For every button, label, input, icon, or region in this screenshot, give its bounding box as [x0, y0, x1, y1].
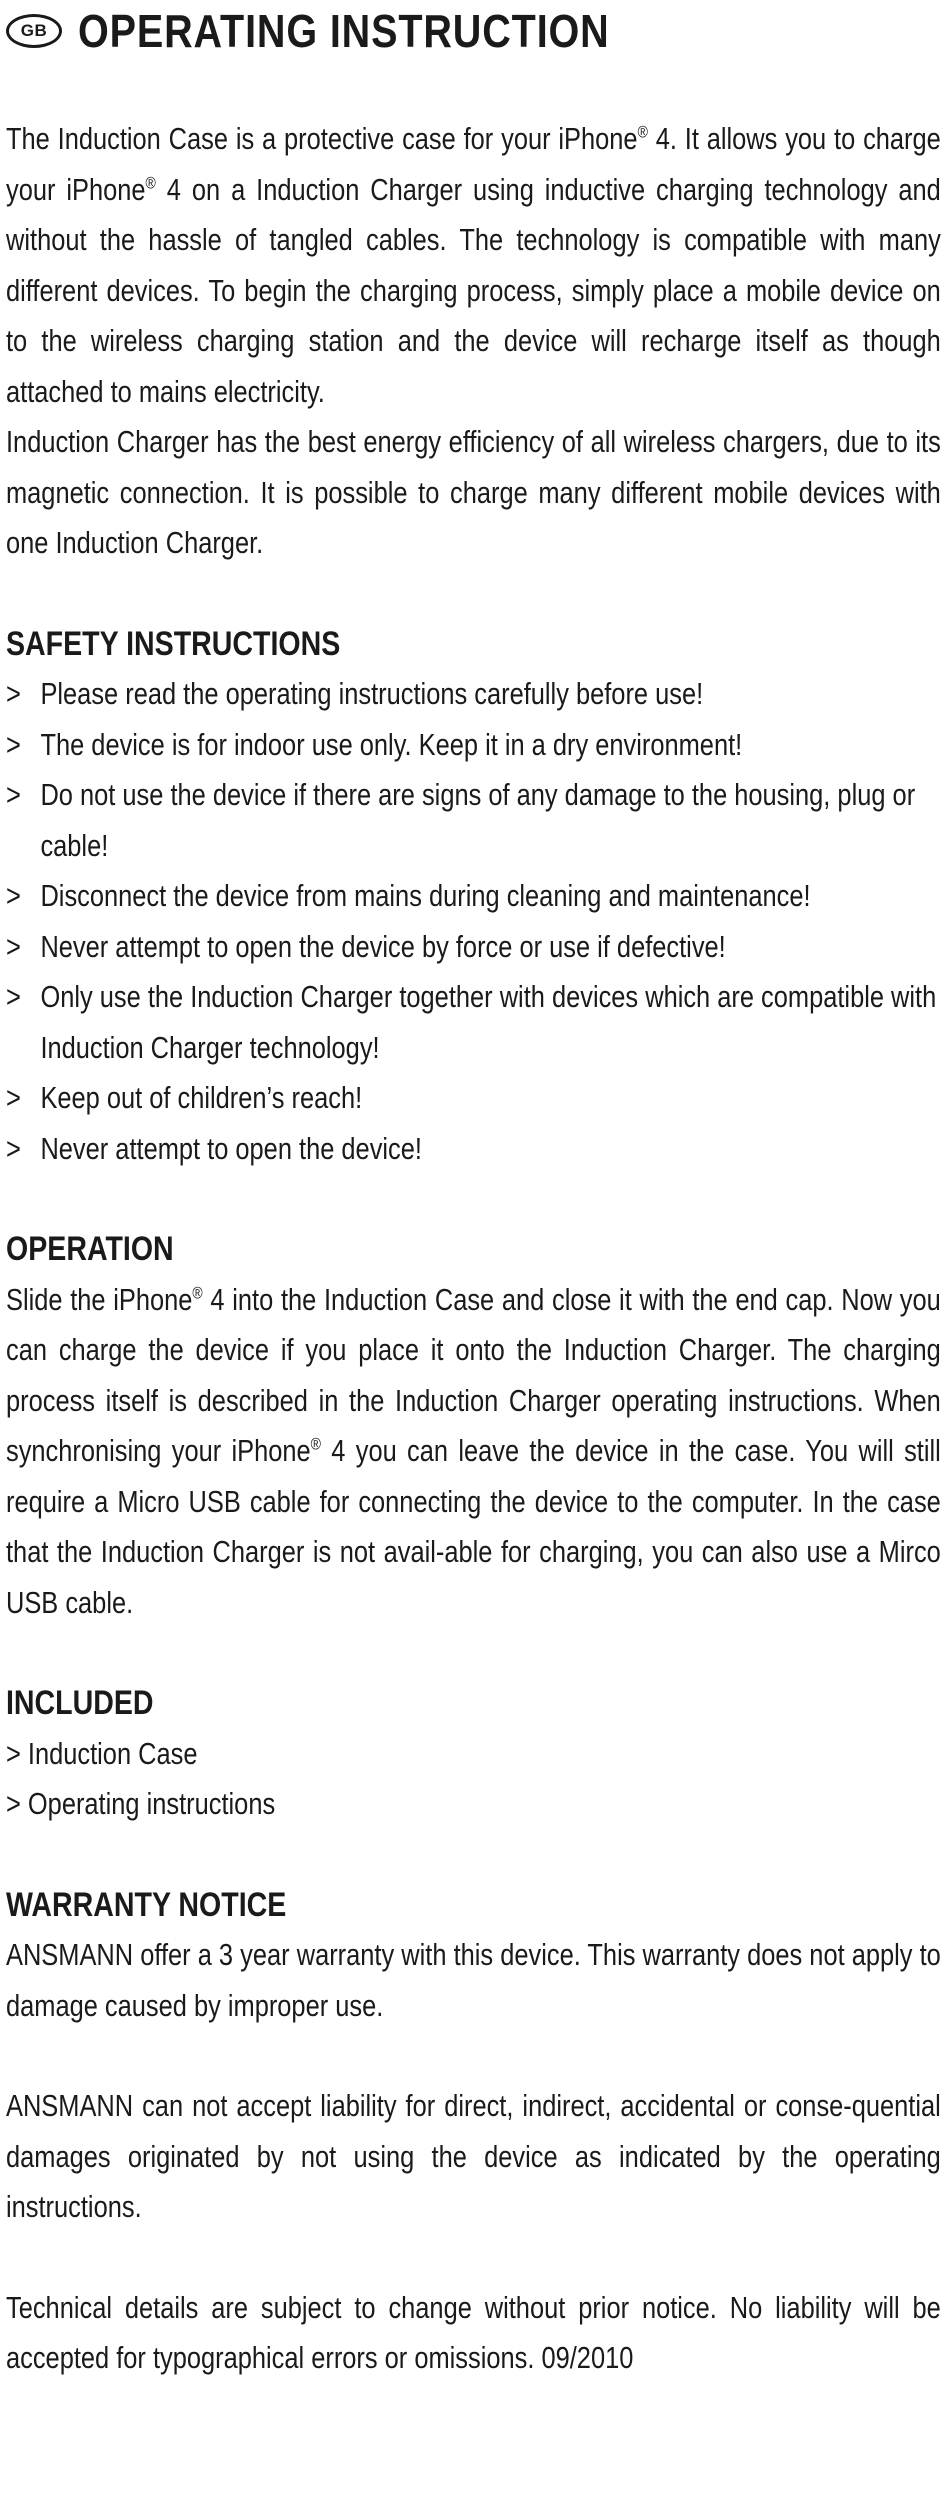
- intro-paragraph-2: Induction Charger has the best energy efficiency of all wireless chargers, due to its magnetic connection. It is possible to charge many different mobile devices with one Induction Charger.: [6, 424, 941, 560]
- intro-text-1c: 4 on a Induction Charger using inductive charging technology and without the hassle of tangled cables. The technology is compatible with many different devices. To begin the charging process, simply place a mobile device on to the wireless charging station and the device will recharge itself as though attached to mains electricity.: [6, 171, 941, 409]
- warranty-section: [6, 1930, 941, 2384]
- list-item: > Operating instructions: [6, 1786, 276, 1821]
- warranty-paragraph-3: Technical details are subject to change without prior notice. No liability will be accepted for typographical errors or omissions. 09/2010: [6, 2289, 941, 2375]
- warranty-paragraph-2: ANSMANN can not accept liability for direct, indirect, accidental or conse-quential damages originated by not using the device as indicated by the operating instructions.: [6, 2088, 941, 2224]
- safety-list: [6, 669, 941, 1174]
- language-badge: GB: [6, 14, 62, 48]
- included-section: [6, 1729, 941, 1830]
- page-title: OPERATING INSTRUCTION: [78, 5, 610, 57]
- operation-paragraph: [6, 1275, 941, 1629]
- operation-text-c: 4 you can leave the device in the case. You will still require a Micro USB cable for connecting the device to the computer. In the case that the Induction Charger is not avail-able for charging, you can also use a Mirco USB cable.: [6, 1433, 941, 1620]
- intro-section: [6, 114, 941, 569]
- registered-mark: ®: [637, 122, 648, 142]
- intro-text-1a: The Induction Case is a protective case for your iPhone: [6, 121, 638, 156]
- list-item: > Never attempt to open the device!: [6, 1130, 422, 1166]
- included-heading: INCLUDED: [6, 1684, 154, 1722]
- intro-paragraph-1: [6, 114, 941, 417]
- operation-heading: OPERATION: [6, 1230, 174, 1268]
- registered-mark: ®: [145, 173, 156, 193]
- safety-heading: SAFETY INSTRUCTIONS: [6, 624, 341, 663]
- list-item: > Never attempt to open the device by force or use if defective!: [6, 928, 726, 964]
- registered-mark: ®: [310, 1434, 321, 1454]
- operation-text-a: Slide the iPhone: [6, 1281, 193, 1317]
- list-item: > Only use the Induction Charger together with devices which are compatible with Induction Charger technology!: [6, 979, 937, 1065]
- list-item: > Disconnect the device from mains during cleaning and maintenance!: [6, 878, 811, 913]
- included-list: [6, 1729, 941, 1830]
- list-item: > Do not use the device if there are signs of any damage to the housing, plug or cable!: [6, 777, 916, 863]
- safety-section: [6, 669, 941, 1174]
- list-item: > Induction Case: [6, 1735, 198, 1771]
- warranty-paragraph-1: ANSMANN offer a 3 year warranty with this device. This warranty does not apply to damage caused by improper use.: [6, 1937, 941, 2023]
- document-header: [6, 0, 940, 62]
- registered-mark: ®: [192, 1283, 203, 1303]
- operation-section: [6, 1275, 941, 1629]
- list-item: > Keep out of children’s reach!: [6, 1080, 363, 1115]
- intro-text-1b: 4. It allows you to charge your iPhone: [6, 121, 941, 207]
- list-item: > The device is for indoor use only. Keep it in a dry environment!: [6, 726, 743, 762]
- list-item: > Please read the operating instructions carefully before use!: [6, 676, 704, 711]
- operation-text-b: 4 into the Induction Case and close it with the end cap. Now you can charge the device if you place it onto the Induction Charger. The charging process itself is described in the Induction Charger operating instructions. When synchronising your iPhone: [6, 1281, 941, 1468]
- warranty-heading: WARRANTY NOTICE: [6, 1885, 287, 1924]
